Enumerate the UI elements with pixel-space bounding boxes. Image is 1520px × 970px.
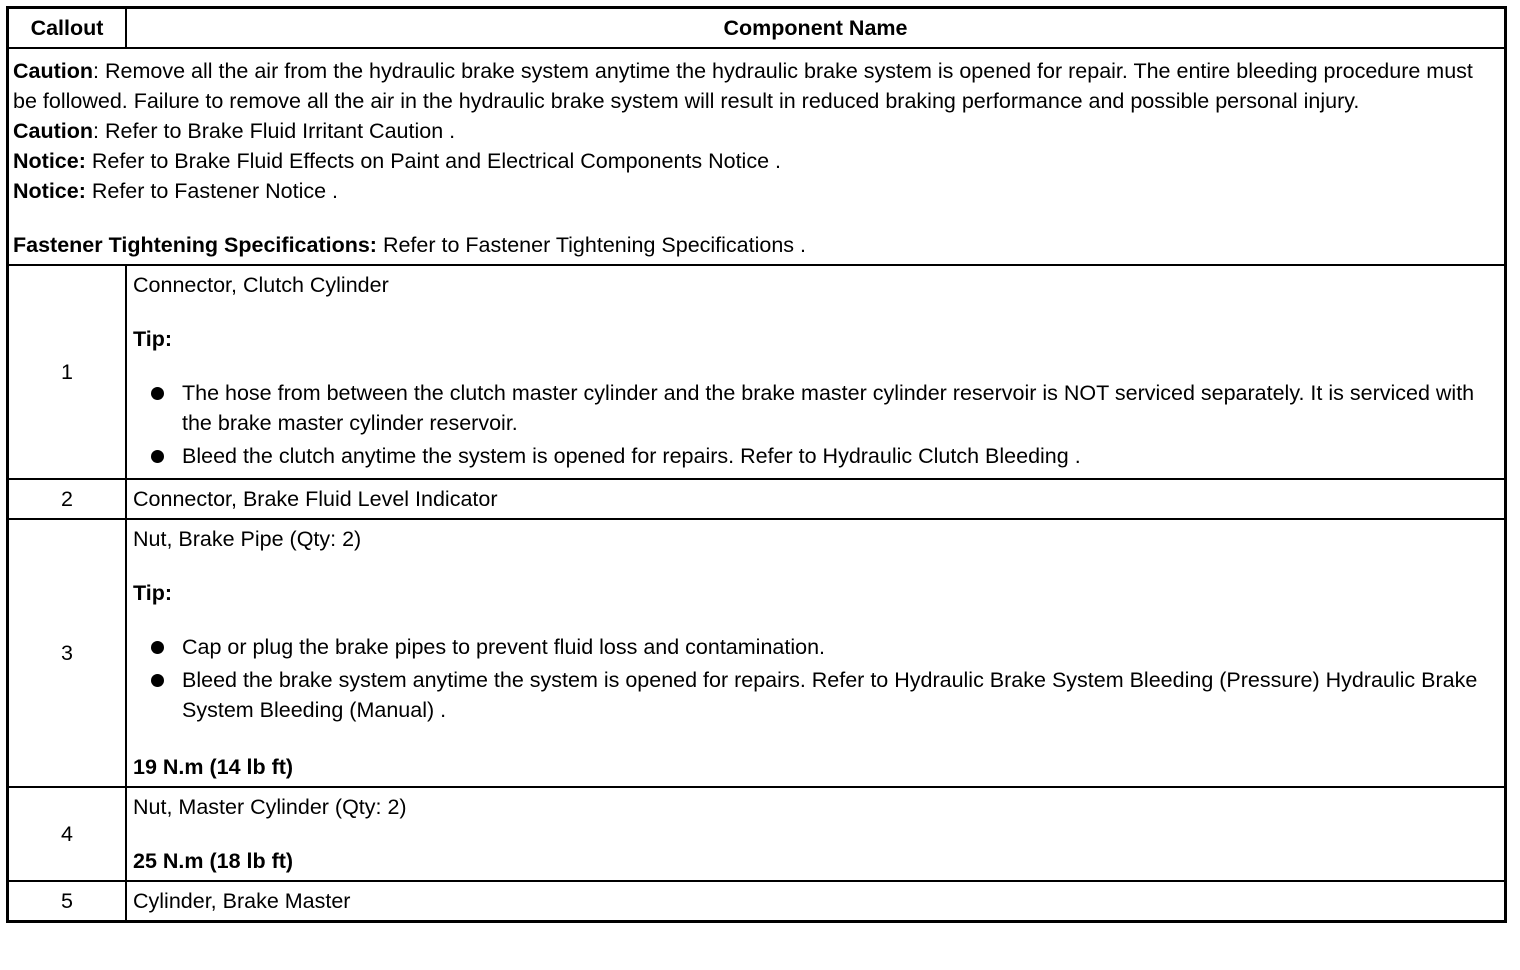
table-row <box>8 881 1506 922</box>
caution-text: : Remove all the air from the hydraulic brake system anytime the hydraulic brake system is opened for repair. The entire bleeding procedure must be followed. Failure to remove all the air in the hydraulic brake system will result in reduced braking performance and possible personal injury. <box>13 59 1473 113</box>
component-table-wrapper <box>6 6 1507 923</box>
tip-item: The hose from between the clutch master cylinder and the brake master cylinder reservoir is NOT serviced separately. It is serviced with the brake master cylinder reservoir. <box>133 378 1498 438</box>
notice-text: Refer to Fastener Notice . <box>85 179 339 203</box>
table-row <box>8 787 1506 881</box>
tip-list <box>133 378 1498 471</box>
caution-label: Caution <box>13 119 94 143</box>
torque-spec: 25 N.m (18 lb ft) <box>133 849 294 873</box>
notes-row <box>8 48 1506 265</box>
table-row <box>8 519 1506 787</box>
component-cell <box>126 881 1506 922</box>
component-table <box>6 6 1507 923</box>
header-row <box>8 8 1506 49</box>
component-name: Connector, Clutch Cylinder <box>133 273 389 297</box>
fastener-spec-text: Refer to Fastener Tightening Specifications . <box>376 233 807 257</box>
callout-cell: 2 <box>8 479 127 519</box>
component-cell <box>126 787 1506 881</box>
component-cell <box>126 479 1506 519</box>
component-cell <box>126 265 1506 479</box>
component-name: Cylinder, Brake Master <box>133 889 351 913</box>
notice-label: Notice: <box>13 179 86 203</box>
tip-item: Cap or plug the brake pipes to prevent fluid loss and contamination. <box>133 632 1498 662</box>
caution-line <box>13 116 1500 146</box>
notice-label: Notice: <box>13 149 86 173</box>
tip-item: Bleed the clutch anytime the system is opened for repairs. Refer to Hydraulic Clutch Bleeding . <box>133 441 1498 471</box>
component-name: Connector, Brake Fluid Level Indicator <box>133 487 498 511</box>
component-name: Nut, Brake Pipe (Qty: 2) <box>133 527 362 551</box>
notice-text: Refer to Brake Fluid Effects on Paint and Electrical Components Notice . <box>85 149 781 173</box>
torque-spec: 19 N.m (14 lb ft) <box>133 755 294 779</box>
notice-line <box>13 146 1500 176</box>
callout-header: Callout <box>8 8 127 49</box>
tip-label: Tip: <box>133 581 173 605</box>
callout-cell: 3 <box>8 519 127 787</box>
caution-line <box>13 56 1500 116</box>
callout-cell: 1 <box>8 265 127 479</box>
tip-list <box>133 632 1498 725</box>
caution-text: : Refer to Brake Fluid Irritant Caution . <box>93 119 456 143</box>
notice-line <box>13 176 1500 206</box>
table-row <box>8 265 1506 479</box>
fastener-spec-line <box>13 230 1500 260</box>
tip-item: Bleed the brake system anytime the system is opened for repairs. Refer to Hydraulic Brake System Bleeding (Pressure) Hydraulic Brake System Bleeding (Manual) . <box>133 665 1498 725</box>
notes-cell <box>8 48 1506 265</box>
table-row <box>8 479 1506 519</box>
callout-cell: 5 <box>8 881 127 922</box>
tip-label: Tip: <box>133 327 173 351</box>
caution-label: Caution <box>13 59 94 83</box>
component-name: Nut, Master Cylinder (Qty: 2) <box>133 795 407 819</box>
component-name-header: Component Name <box>126 8 1506 49</box>
fastener-spec-label: Fastener Tightening Specifications: <box>13 233 377 257</box>
callout-cell: 4 <box>8 787 127 881</box>
component-cell <box>126 519 1506 787</box>
